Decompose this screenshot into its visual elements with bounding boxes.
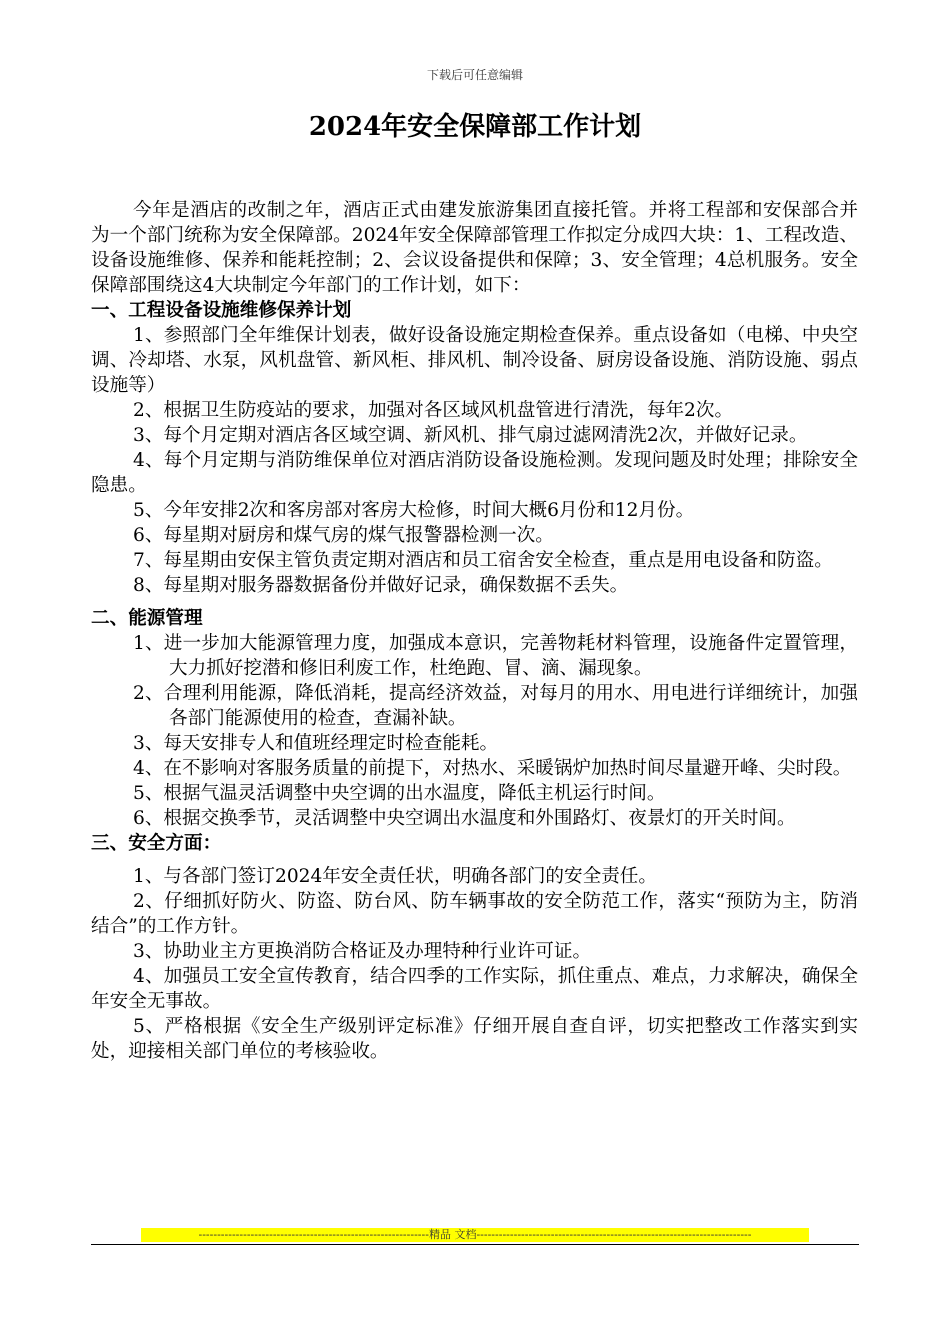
section-1-heading: 一、工程设备设施维修保养计划: [91, 300, 352, 321]
section-1-item: 5、今年安排2次和客房部对客房大检修，时间大概6月份和12月份。: [133, 500, 695, 521]
section-2-item: 3、每天安排专人和值班经理定时检查能耗。: [133, 733, 499, 754]
section-3-item: 3、协助业主方更换消防合格证及办理特种行业许可证。: [133, 941, 592, 962]
section-1-item: 8、每星期对服务器数据备份并做好记录，确保数据不丢失。: [133, 575, 629, 596]
section-2-heading: 二、能源管理: [91, 608, 203, 629]
section-3-heading: 三、安全方面：: [91, 833, 222, 854]
section-3-item: 1、与各部门签订2024年安全责任状，明确各部门的安全责任。: [133, 866, 657, 887]
document-body: [91, 198, 858, 1064]
section-3-item: 5、严格根据《安全生产级别评定标准》仔细开展自查自评，切实把整改工作落实到实处，迎接相关部门单位的考核验收。: [91, 1016, 858, 1062]
section-2-item: 2、合理利用能源，降低消耗，提高经济效益，对每月的用水、用电进行详细统计，加强各部门能源使用的检查，查漏补缺。: [133, 683, 858, 729]
footer-divider: [91, 1244, 859, 1245]
section-3-item: 4、加强员工安全宣传教育，结合四季的工作实际，抓住重点、难点，力求解决，确保全年安全无事故。: [91, 966, 858, 1012]
section-1-item: 2、根据卫生防疫站的要求，加强对各区域风机盘管进行清洗，每年2次。: [133, 400, 734, 421]
section-3-item: 2、仔细抓好防火、防盗、防台风、防车辆事故的安全防范工作，落实“预防为主，防消结合”的工作方针。: [91, 891, 858, 937]
section-1-item: 4、每个月定期与消防维保单位对酒店消防设备设施检测。发现问题及时处理；排除安全隐患。: [91, 450, 858, 496]
section-2-item: 6、根据交换季节，灵活调整中央空调出水温度和外围路灯、夜景灯的开关时间。: [133, 808, 796, 829]
section-2-item: 4、在不影响对客服务质量的前提下，对热水、采暖锅炉加热时间尽量避开峰、尖时段。: [133, 758, 852, 779]
section-1-item: 6、每星期对厨房和煤气房的煤气报警器检测一次。: [133, 525, 554, 546]
intro-paragraph: 今年是酒店的改制之年，酒店正式由建发旅游集团直接托管。并将工程部和安保部合并为一个部门统称为安全保障部。2024年安全保障部管理工作拟定分成四大块：1、工程改造、设备设施维修、保养和能耗控制；2、会议设备提供和保障；3、安全管理；4总机服务。安全保障部围绕这4大块制定今年部门的工作计划，如下：: [91, 200, 858, 296]
section-1-item: 7、每星期由安保主管负责定期对酒店和员工宿舍安全检查，重点是用电设备和防盗。: [133, 550, 833, 571]
document-title: 2024年安全保障部工作计划: [308, 112, 642, 142]
section-2-item: 1、进一步加大能源管理力度，加强成本意识，完善物耗材料管理，设施备件定置管理，大力抓好挖潜和修旧利废工作，杜绝跑、冒、滴、漏现象。: [133, 633, 858, 679]
header-note: 下载后可任意编辑: [426, 68, 523, 82]
section-2-item: 5、根据气温灵活调整中央空调的出水温度，降低主机运行时间。: [133, 783, 666, 804]
section-1-item: 1、参照部门全年维保计划表，做好设备设施定期检查保养。重点设备如（电梯、中央空调、冷却塔、水泵，风机盘管、新风柜、排风机、制冷设备、厨房设备设施、消防设施、弱点设施等）: [91, 325, 858, 396]
footer-banner: --------------------------------------------------------------精品 文档--------------------------------------------------------------------------: [141, 1228, 809, 1242]
section-1-item: 3、每个月定期对酒店各区域空调、新风机、排气扇过滤网清洗2次，并做好记录。: [133, 425, 808, 446]
